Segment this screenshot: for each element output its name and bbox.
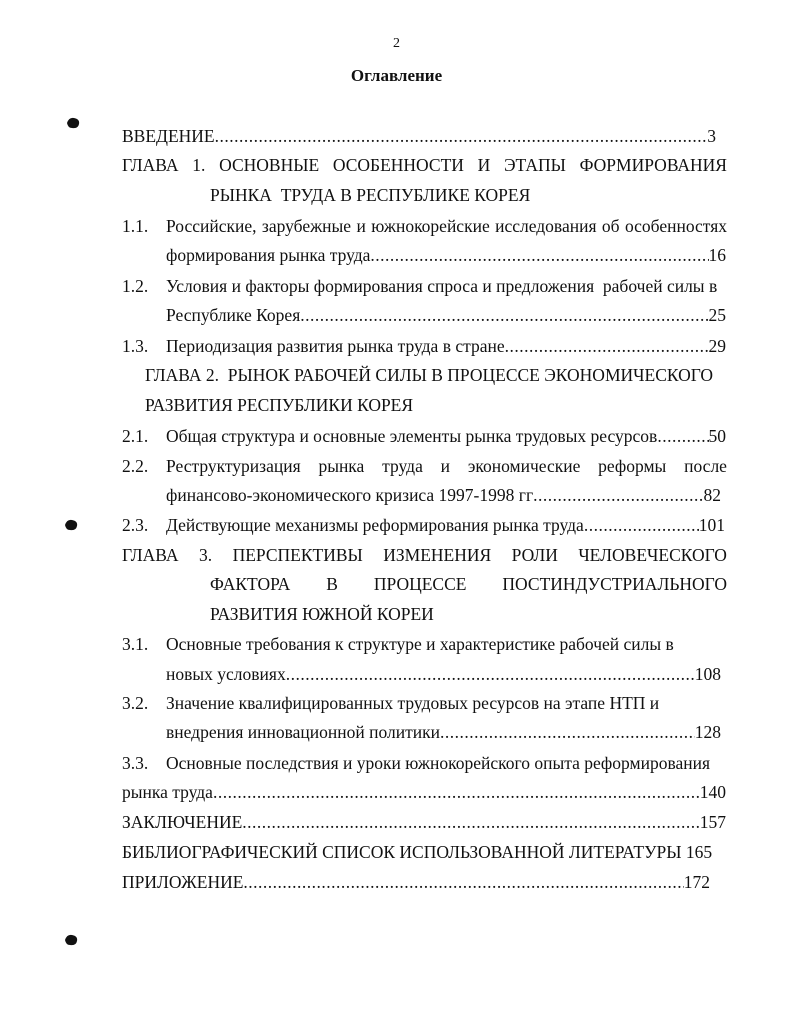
- toc-entry-1-3[interactable]: [166, 335, 726, 357]
- heading-word: 3.: [198, 545, 213, 565]
- scan-mark-icon: [64, 934, 78, 946]
- toc-section-number: 3.1.: [122, 634, 149, 654]
- toc-page: 108: [694, 664, 721, 684]
- entry-word: Российские,: [166, 216, 257, 236]
- toc-label: ВВЕДЕНИЕ: [122, 126, 215, 146]
- toc-entry-intro[interactable]: [122, 125, 716, 147]
- toc-entry-1-1-cont[interactable]: [166, 244, 726, 266]
- toc-label: ПРИЛОЖЕНИЕ: [122, 872, 244, 892]
- toc-section-number: 3.2.: [122, 693, 149, 713]
- leader-dots: [505, 335, 709, 357]
- toc-entry-2-2-cont[interactable]: [166, 484, 721, 506]
- leader-dots: [213, 781, 700, 803]
- toc-label: формирования рынка труда: [166, 245, 371, 265]
- chapter-3-heading-cont: РАЗВИТИЯ ЮЖНОЙ КОРЕИ: [210, 604, 434, 624]
- heading-word: ГЛАВА: [122, 155, 179, 175]
- toc-section-number: 1.2.: [122, 276, 149, 296]
- heading-word: ЭТАПЫ: [503, 155, 566, 175]
- leader-dots: [440, 721, 695, 743]
- toc-label: рынка труда: [122, 782, 213, 802]
- toc-page: 82: [703, 485, 721, 505]
- toc-page: 140: [699, 782, 726, 802]
- heading-word: ПОСТИНДУСТРИАЛЬНОГО: [502, 574, 727, 594]
- chapter-3-heading-cont: [210, 573, 727, 595]
- entry-word: Реструктуризация: [166, 456, 301, 476]
- toc-entry-appendix[interactable]: [122, 871, 710, 893]
- toc-page: 165: [685, 842, 713, 862]
- leader-dots: [657, 425, 708, 447]
- chapter-2-heading[interactable]: ГЛАВА 2. РЫНОК РАБОЧЕЙ СИЛЫ В ПРОЦЕССЕ ЭКОНОМИЧЕСКОГО: [145, 365, 714, 385]
- toc-section-number: 1.3.: [122, 336, 149, 356]
- heading-word: В: [326, 574, 338, 594]
- heading-word: РОЛИ: [511, 545, 558, 565]
- leader-dots: [584, 514, 699, 536]
- entry-word: реформы: [598, 456, 667, 476]
- entry-word: особенностях: [624, 216, 727, 236]
- entry-word: труда: [382, 456, 423, 476]
- toc-page: 25: [708, 305, 726, 325]
- toc-entry-1-1[interactable]: [166, 215, 727, 237]
- toc-section-number: 3.3.: [122, 753, 149, 773]
- entry-word: зарубежные: [261, 216, 352, 236]
- entry-word: после: [684, 456, 727, 476]
- toc-label: Республике Корея: [166, 305, 301, 325]
- toc-page: 29: [708, 336, 726, 356]
- entry-word: исследования: [495, 216, 597, 236]
- heading-word: И: [477, 155, 491, 175]
- leader-dots: [243, 871, 683, 893]
- toc-label: Периодизация развития рынка труда в стране: [166, 336, 505, 356]
- entry-word: рынка: [318, 456, 365, 476]
- toc-page: 50: [708, 426, 726, 446]
- toc-entry-3-3-cont[interactable]: [122, 781, 726, 803]
- toc-section-number: 1.1.: [122, 216, 149, 236]
- toc-entry-3-2[interactable]: Значение квалифицированных трудовых ресурсов на этапе НТП и: [166, 693, 660, 713]
- chapter-3-heading[interactable]: [122, 544, 727, 566]
- toc-page: 128: [694, 722, 721, 742]
- heading-word: ПРОЦЕССЕ: [373, 574, 467, 594]
- toc-entry-3-1[interactable]: Основные требования к структуре и характеристике рабочей силы в: [166, 634, 674, 654]
- toc-entry-conclusion[interactable]: [122, 811, 726, 833]
- entry-word: и: [440, 456, 451, 476]
- toc-entry-3-2-cont[interactable]: [166, 721, 721, 743]
- leader-dots: [215, 125, 708, 147]
- heading-word: ГЛАВА: [122, 545, 179, 565]
- toc-entry-2-3[interactable]: [166, 514, 725, 536]
- toc-label: внедрения инновационной политики: [166, 722, 440, 742]
- toc-page: 172: [683, 872, 710, 892]
- heading-word: ПЕРСПЕКТИВЫ: [232, 545, 363, 565]
- toc-entry-3-1-cont[interactable]: [166, 663, 721, 685]
- entry-word: южнокорейские: [371, 216, 490, 236]
- heading-word: 1.: [192, 155, 206, 175]
- leader-dots: [286, 663, 695, 685]
- page-title: Оглавление: [350, 66, 443, 85]
- toc-entry-1-2-cont[interactable]: [166, 304, 726, 326]
- entry-word: и: [356, 216, 366, 236]
- leader-dots: [370, 244, 708, 266]
- heading-word: ОСНОВНЫЕ: [219, 155, 320, 175]
- toc-label: новых условиях: [166, 664, 286, 684]
- leader-dots: [533, 484, 703, 506]
- leader-dots: [300, 304, 708, 326]
- toc-label: Общая структура и основные элементы рынка трудовых ресурсов: [166, 426, 658, 446]
- heading-word: ЧЕЛОВЕЧЕСКОГО: [578, 545, 727, 565]
- heading-word: ФАКТОРА: [210, 574, 291, 594]
- toc-page: 16: [708, 245, 726, 265]
- scan-mark-icon: [64, 519, 78, 531]
- toc-page: 101: [698, 515, 725, 535]
- toc-section-number: 2.2.: [122, 456, 149, 476]
- toc-section-number: 2.3.: [122, 515, 149, 535]
- heading-word: ОСОБЕННОСТИ: [332, 155, 464, 175]
- toc-entry-bibliography[interactable]: [122, 841, 712, 863]
- entry-word: экономические: [467, 456, 581, 476]
- toc-section-number: 2.1.: [122, 426, 149, 446]
- toc-page: 3: [707, 126, 716, 146]
- toc-label: Действующие механизмы реформирования рынка труда: [166, 515, 584, 535]
- toc-page: 157: [699, 812, 726, 832]
- chapter-1-heading[interactable]: [122, 154, 727, 176]
- toc-entry-2-2[interactable]: [166, 455, 727, 477]
- heading-word: ИЗМЕНЕНИЯ: [383, 545, 492, 565]
- toc-entry-1-2[interactable]: Условия и факторы формирования спроса и предложения рабочей силы в: [166, 276, 718, 296]
- toc-label: БИБЛИОГРАФИЧЕСКИЙ СПИСОК ИСПОЛЬЗОВАННОЙ ЛИТЕРАТУРЫ: [122, 842, 682, 862]
- chapter-2-heading-cont: РАЗВИТИЯ РЕСПУБЛИКИ КОРЕЯ: [145, 395, 414, 415]
- page-number: 2: [393, 36, 400, 51]
- toc-entry-3-3[interactable]: Основные последствия и уроки южнокорейского опыта реформирования: [166, 753, 711, 773]
- toc-entry-2-1[interactable]: [166, 425, 726, 447]
- leader-dots: [242, 811, 699, 833]
- chapter-1-heading-cont: РЫНКА ТРУДА В РЕСПУБЛИКЕ КОРЕЯ: [210, 185, 531, 205]
- toc-label: финансово-экономического кризиса 1997-1998 гг: [166, 485, 534, 505]
- scan-mark-icon: [66, 117, 80, 129]
- entry-word: об: [601, 216, 620, 236]
- heading-word: ФОРМИРОВАНИЯ: [579, 155, 727, 175]
- toc-label: ЗАКЛЮЧЕНИЕ: [122, 812, 243, 832]
